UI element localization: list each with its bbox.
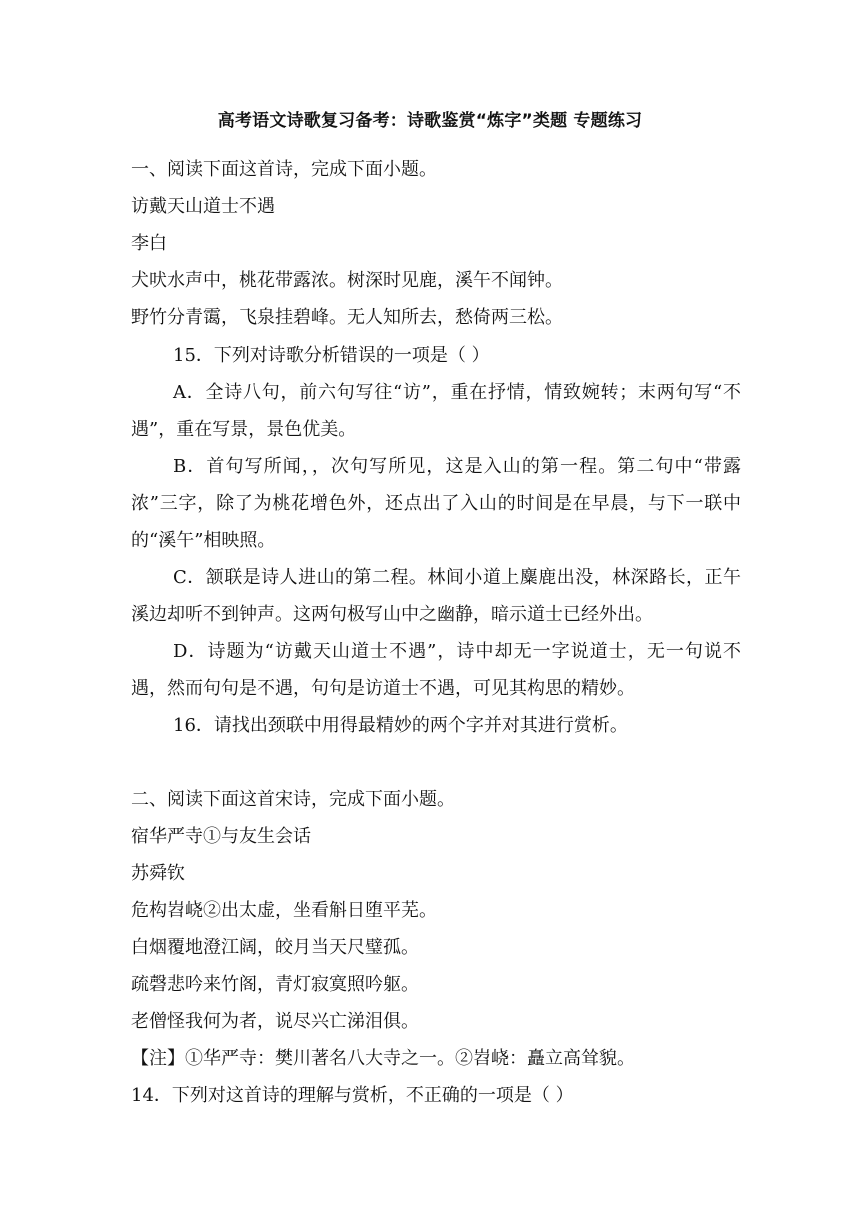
poem2-author: 苏舜钦	[131, 863, 185, 884]
poem2-note: 【注】①华严寺：樊川著名八大寺之一。②岧峣：矗立高耸貌。	[131, 1048, 635, 1069]
poem2-line-1: 危构岧峣②出太虚，坐看斛日堕平芜。	[131, 900, 437, 921]
question-15-option-d: D．诗题为“访戴天山道士不遇”，诗中却无一字说道士，无一句说不遇，然而句句是不遇，句句是访道士不遇，可见其构思的精妙。	[131, 641, 741, 699]
page-title: 高考语文诗歌复习备考：诗歌鉴赏“炼字”类题 专题练习	[217, 111, 643, 131]
poem1-title: 访戴天山道士不遇	[131, 196, 275, 217]
poem1-author: 李白	[131, 233, 167, 254]
poem2-line-4: 老僧怪我何为者，说尽兴亡涕泪俱。	[131, 1011, 419, 1032]
section2-heading: 二、阅读下面这首宋诗，完成下面小题。	[131, 789, 455, 810]
question-15-option-a: A．全诗八句，前六句写往“访”，重在抒情，情致婉转；末两句写“不遇”，重在写景，景色优美。	[131, 382, 741, 440]
poem1-line-1: 犬吠水声中，桃花带露浓。树深时见鹿，溪午不闻钟。	[131, 270, 563, 291]
poem2-line-3: 疏磬悲吟来竹阁，青灯寂寞照吟躯。	[131, 974, 419, 995]
poem2-line-2: 白烟覆地澄江阔，皎月当天尺璧孤。	[131, 937, 419, 958]
question-14-stem: 14．下列对这首诗的理解与赏析，不正确的一项是（ ）	[131, 1085, 574, 1106]
poem2-title: 宿华严寺①与友生会话	[131, 826, 311, 847]
section1-heading: 一、阅读下面这首诗，完成下面小题。	[131, 159, 437, 180]
question-15-option-b: B．首句写所闻，，次句写所见，这是入山的第一程。第二句中“带露浓”三字，除了为桃花增色外，还点出了入山的时间是在早晨，与下一联中的“溪午”相映照。	[131, 456, 741, 551]
question-16: 16．请找出颈联中用得最精妙的两个字并对其进行赏析。	[173, 715, 628, 736]
question-15-option-c: C．颔联是诗人进山的第二程。林间小道上麋鹿出没，林深路长，正午溪边却听不到钟声。这两句极写山中之幽静，暗示道士已经外出。	[131, 567, 741, 625]
poem1-line-2: 野竹分青霭，飞泉挂碧峰。无人知所去，愁倚两三松。	[131, 307, 563, 328]
question-15-stem: 15．下列对诗歌分析错误的一项是（ ）	[173, 345, 490, 366]
